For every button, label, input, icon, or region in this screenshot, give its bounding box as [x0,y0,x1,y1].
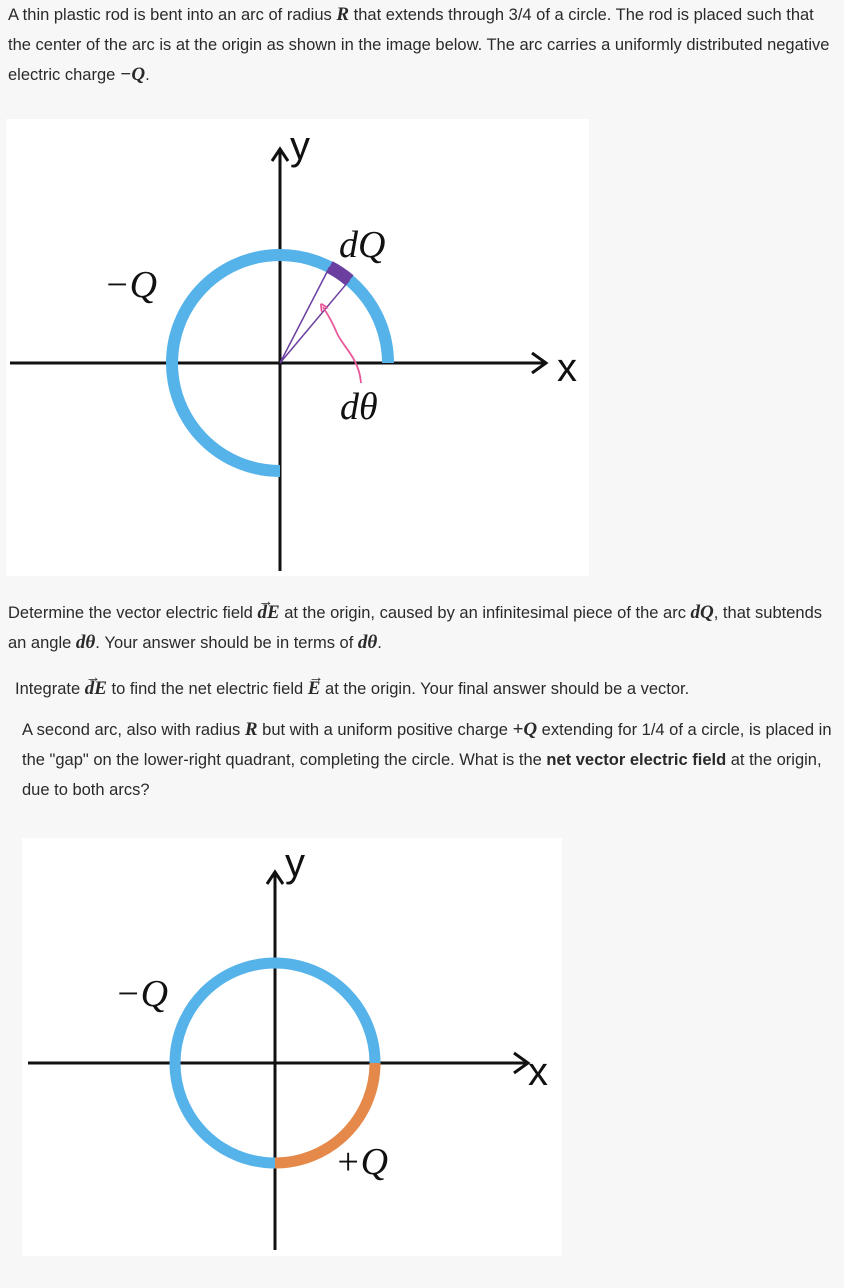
part-3-paragraph [22,715,842,805]
dtheta-symbol-2: dθ [357,632,378,653]
dtheta-label: dθ [340,386,378,428]
part1-text-5: . [377,634,382,652]
angle-indicator-arrow [323,307,361,383]
intro-text-1: A thin plastic rod is bent into an arc of radius [8,6,337,24]
part3-text-1: A second arc, also with radius [22,721,245,739]
part1-text-4: . Your answer should be in terms of [95,634,358,652]
x-axis-2-label: x [528,1050,548,1094]
positive-charge-symbol: +Q [512,719,538,740]
dq-element [330,267,350,280]
y-axis-2-label: y [285,841,305,885]
x-axis-label: x [557,346,577,390]
negative-charge-label: −Q [115,973,169,1015]
radius-symbol-2: R [244,719,258,740]
de-vector-symbol-2: → dE [85,674,107,704]
part2-text-1: Integrate [15,680,85,698]
part1-text-1: Determine the vector electric field [8,604,258,622]
part-2-paragraph [15,674,841,704]
net-field-emphasis: net vector electric field [546,751,727,769]
intro-text-2: that extends through 3/4 of a circle. The rod is placed such that the center of the arc is at the origin as shown in the image below. The arc carries a uniformly distributed negative electric charge [8,6,830,84]
dq-ray-2 [280,280,349,363]
y-axis-label: y [290,124,310,168]
figure-three-quarter-arc [6,119,589,576]
intro-paragraph [8,0,836,90]
radius-symbol: R [336,4,350,25]
part2-text-2: to find the net electric field [106,680,308,698]
de-vector-symbol: → dE [257,598,279,628]
part-1-paragraph [8,598,836,658]
negative-charge-symbol: −Q [119,64,146,85]
part3-text-3: extending for 1/4 of a circle, is placed in the "gap" on the lower-right quadrant, completing the circle. What is the [22,721,832,769]
part1-text-3: , that subtends an angle [8,604,823,652]
dq-ray-1 [280,267,330,363]
part3-text-4: at the origin, due to both arcs? [22,751,822,799]
positive-charge-label: +Q [335,1141,389,1183]
figure-2-svg [22,838,562,1256]
dq-label: dQ [339,224,386,266]
dq-symbol: dQ [690,602,714,623]
e-vector-symbol: → E [308,674,321,704]
part3-text-2: but with a uniform positive charge [257,721,513,739]
dtheta-symbol: dθ [75,632,96,653]
figure-full-circle [22,838,562,1256]
intro-text-3: . [145,66,150,84]
part1-text-2: at the origin, caused by an infinitesimal piece of the arc [279,604,691,622]
figure-1-svg [6,119,589,576]
charge-label: −Q [104,264,158,306]
part2-text-3: at the origin. Your final answer should be a vector. [320,680,690,698]
